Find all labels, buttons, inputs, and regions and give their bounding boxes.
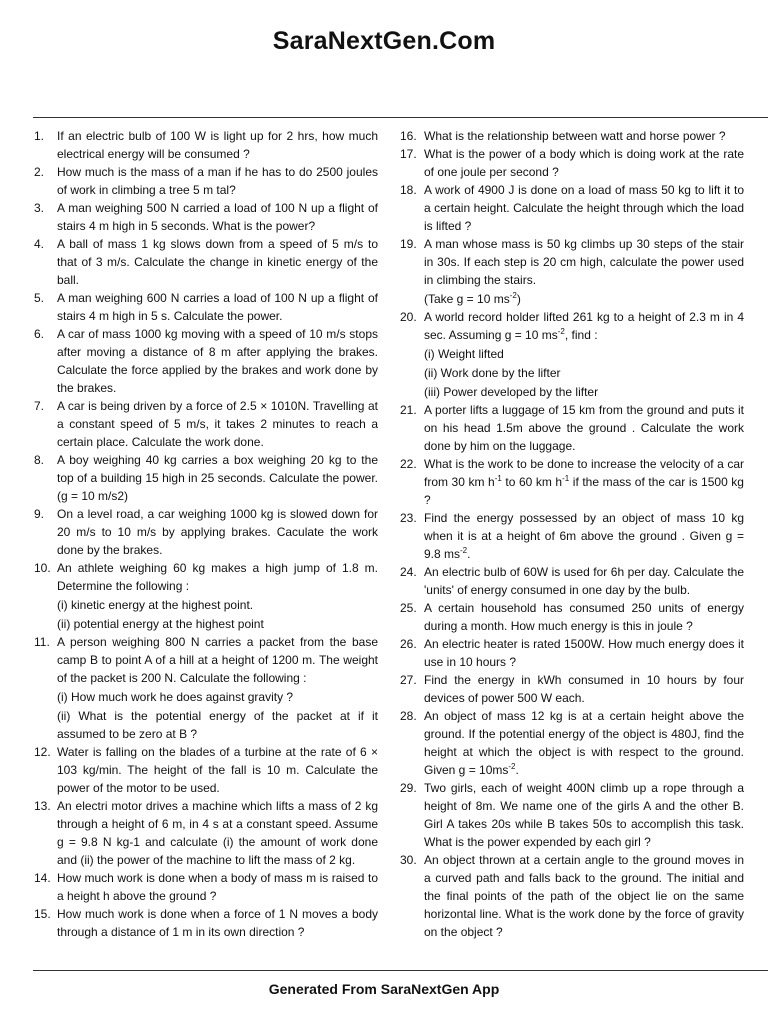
question-number: 6. — [34, 327, 45, 341]
question-body: What is the power of a body which is doing work at the rate of one joule per second ? — [424, 147, 744, 179]
question-item — [24, 869, 378, 905]
question-note — [424, 290, 744, 308]
question-body: How much is the mass of a man if he has to do 2500 joules of work in climbing a tree 5 m tal? — [57, 165, 378, 197]
question-body: If an electric bulb of 100 W is light up for 2 hrs, how much electrical energy will be consumed ? — [57, 129, 378, 161]
question-item — [24, 451, 378, 505]
question-text — [57, 905, 378, 941]
question-text — [57, 869, 378, 905]
question-body: if the mass of the car is 1500 kg ? — [424, 475, 744, 507]
question-body: to 60 km h — [501, 475, 563, 489]
sub-question: (ii) potential energy at the highest point — [57, 617, 264, 631]
question-column-left — [24, 127, 378, 941]
question-text — [424, 181, 744, 235]
question-text — [57, 743, 378, 797]
question-item — [394, 127, 744, 145]
question-number: 22. — [400, 457, 417, 471]
question-text — [424, 145, 744, 181]
question-text — [57, 199, 378, 235]
top-divider — [33, 117, 768, 118]
question-body: A world record holder lifted 261 kg to a height of 2.3 m in 4 sec. Assuming g = 10 ms — [424, 310, 744, 342]
question-item — [394, 308, 744, 401]
question-number: 28. — [400, 709, 417, 723]
question-item — [394, 599, 744, 635]
question-body: How much work is done when a body of mass m is raised to a height h above the ground ? — [57, 871, 378, 903]
question-number: 26. — [400, 637, 417, 651]
question-text — [57, 235, 378, 289]
question-number: 13. — [34, 799, 51, 813]
sub-question: (i) How much work he does against gravity ? — [57, 690, 294, 704]
question-list-right — [394, 127, 744, 941]
question-item — [24, 163, 378, 199]
question-number: 5. — [34, 291, 45, 305]
question-body: An athlete weighing 60 kg makes a high jump of 1.8 m. Determine the following : — [57, 561, 378, 593]
question-number: 1. — [34, 129, 45, 143]
question-item — [24, 505, 378, 559]
note-text: (Take g = 10 ms — [424, 292, 510, 306]
question-text — [57, 797, 378, 869]
question-body: , find : — [564, 328, 598, 342]
question-list-left — [24, 127, 378, 941]
question-text — [57, 559, 378, 633]
question-text — [424, 563, 744, 599]
question-item — [24, 797, 378, 869]
superscript: -2 — [557, 327, 565, 336]
question-item — [24, 289, 378, 325]
question-text — [424, 635, 744, 671]
question-number: 21. — [400, 403, 417, 417]
question-body: What is the work to be done to increase the velocity of a car from 30 km h — [424, 457, 744, 489]
question-text — [424, 455, 744, 509]
question-number: 7. — [34, 399, 45, 413]
question-item — [394, 145, 744, 181]
question-item — [24, 905, 378, 941]
question-item — [24, 633, 378, 743]
question-body: . — [467, 547, 471, 561]
question-body: An electric heater is rated 1500W. How much energy does it use in 10 hours ? — [424, 637, 744, 669]
superscript: -2 — [508, 762, 516, 771]
question-number: 12. — [34, 745, 51, 759]
question-number: 3. — [34, 201, 45, 215]
question-item — [394, 455, 744, 509]
note-text: ) — [516, 292, 521, 306]
superscript: -2 — [509, 291, 517, 300]
bottom-divider — [33, 970, 768, 971]
question-body: A person weighing 800 N carries a packet from the base camp B to point A of a hill at a height of 1200 m. The weight of the packet is 200 N. Calculate the following : — [57, 635, 378, 685]
question-body: An object thrown at a certain angle to the ground moves in a curved path and falls back to the ground. The initial and the final points of the path of the object lie on the same horizontal line. What is the work done by the force of gravity on the object ? — [424, 853, 744, 939]
question-item — [394, 707, 744, 779]
question-number: 23. — [400, 511, 417, 525]
question-body: Find the energy in kWh consumed in 10 hours by four devices of power 500 W each. — [424, 673, 744, 705]
question-number: 30. — [400, 853, 417, 867]
footer-text: Generated From SaraNextGen App — [268, 981, 500, 997]
question-number: 11. — [34, 635, 50, 649]
question-text — [424, 509, 744, 563]
question-text — [57, 633, 378, 743]
question-column-right — [394, 127, 744, 941]
question-number: 8. — [34, 453, 45, 467]
question-item — [24, 235, 378, 289]
question-number: 19. — [400, 237, 417, 251]
question-body: A man weighing 500 N carried a load of 100 N up a flight of stairs 4 m high in 5 seconds. What is the power? — [57, 201, 378, 233]
question-item — [24, 397, 378, 451]
superscript: -1 — [494, 474, 502, 483]
question-body: An electri motor drives a machine which lifts a mass of 2 kg through a height of 6 m, in 4 s at a constant speed. Assume g = 9.8 N kg-1 and calculate (i) the amount of work done and (ii) the power of the machine to lift the mass of 2 kg. — [57, 799, 378, 867]
sub-question: (i) kinetic energy at the highest point. — [57, 598, 254, 612]
question-body: A ball of mass 1 kg slows down from a speed of 5 m/s to that of 3 m/s. Calculate the change in kinetic energy of the ball. — [57, 237, 378, 287]
question-item — [394, 851, 744, 941]
question-number: 10. — [34, 561, 51, 575]
question-text — [57, 397, 378, 451]
question-item — [394, 181, 744, 235]
question-body: A boy weighing 40 kg carries a box weighing 20 kg to the top of a building 15 high in 25 seconds. Calculate the power. (g = 10 m/s2) — [57, 453, 378, 503]
question-text — [424, 235, 744, 308]
question-text — [424, 707, 744, 779]
question-body: A man weighing 600 N carries a load of 100 N up a flight of stairs 4 m high in 5 s. Calculate the power. — [57, 291, 378, 323]
question-body: A car is being driven by a force of 2.5 × 1010N. Travelling at a constant speed of 5 m/s, it takes 2 minutes to reach a certain place. Calculate the work done. — [57, 399, 378, 449]
site-title: SaraNextGen.Com — [272, 27, 496, 55]
question-text — [57, 451, 378, 505]
question-text — [57, 127, 378, 163]
question-item — [394, 635, 744, 671]
question-text — [424, 308, 744, 401]
question-text — [57, 163, 378, 199]
question-number: 25. — [400, 601, 417, 615]
sub-question: (ii) Work done by the lifter — [424, 366, 561, 380]
superscript: -1 — [562, 474, 570, 483]
question-body: . — [515, 763, 519, 777]
question-text — [424, 671, 744, 707]
sub-question: (iii) Power developed by the lifter — [424, 385, 599, 399]
question-item — [394, 509, 744, 563]
question-number: 9. — [34, 507, 45, 521]
question-body: A work of 4900 J is done on a load of mass 50 kg to lift it to a certain height. Calculate the height through which the load is lifted ? — [424, 183, 744, 233]
question-body: An object of mass 12 kg is at a certain height above the ground. If the potential energy of the object is 480J, find the height at which the object is with respect to the ground. Given g = 10ms — [424, 709, 744, 777]
question-text — [424, 779, 744, 851]
question-text — [424, 599, 744, 635]
question-body: A man whose mass is 50 kg climbs up 30 steps of the stair in 30s. If each step is 20 cm high, calculate the power used in climbing the stairs. — [424, 237, 744, 287]
question-number: 14. — [34, 871, 51, 885]
question-text — [57, 289, 378, 325]
question-item — [24, 743, 378, 797]
question-number: 18. — [400, 183, 417, 197]
question-item — [394, 235, 744, 308]
question-body: How much work is done when a force of 1 N moves a body through a distance of 1 m in its own direction ? — [57, 907, 378, 939]
question-item — [394, 401, 744, 455]
question-text — [424, 127, 744, 145]
question-body: Two girls, each of weight 400N climb up a rope through a height of 8m. We name one of the girls A and the other B. Girl A takes 20s while B takes 50s to accomplish this task. What is the power expended by each girl ? — [424, 781, 744, 849]
sub-question: (i) Weight lifted — [424, 347, 504, 361]
sub-question: (ii) What is the potential energy of the packet at if it assumed to be zero at B ? — [57, 709, 378, 741]
question-body: On a level road, a car weighing 1000 kg is slowed down for 20 m/s to 10 m/s by applying brakes. Caculate the work done by the brakes. — [57, 507, 378, 557]
question-number: 29. — [400, 781, 417, 795]
question-number: 15. — [34, 907, 51, 921]
question-number: 27. — [400, 673, 417, 687]
question-body: A certain household has consumed 250 units of energy during a month. How much energy is this in joule ? — [424, 601, 744, 633]
question-item — [24, 127, 378, 163]
question-text — [57, 505, 378, 559]
question-body: A porter lifts a luggage of 15 km from the ground and puts it on his head 1.5m above the ground . Calculate the work done by him on the luggage. — [424, 403, 744, 453]
question-item — [24, 199, 378, 235]
question-number: 2. — [34, 165, 45, 179]
question-body: A car of mass 1000 kg moving with a speed of 10 m/s stops after moving a distance of 8 m after applying the brakes. Calculate the force applied by the brakes and work done by the brakes. — [57, 327, 378, 395]
question-body: An electric bulb of 60W is used for 6h per day. Calculate the 'units' of energy consumed in one day by the bulb. — [424, 565, 744, 597]
question-body: Find the energy possessed by an object of mass 10 kg when it is at a height of 6m above the ground . Given g = 9.8 ms — [424, 511, 744, 561]
question-body: Water is falling on the blades of a turbine at the rate of 6 × 103 kg/min. The height of the fall is 10 m. Calculate the power of the motor to be used. — [57, 745, 378, 795]
question-item — [24, 559, 378, 633]
question-number: 4. — [34, 237, 45, 251]
question-text — [57, 325, 378, 397]
question-body: What is the relationship between watt and horse power ? — [424, 129, 726, 143]
superscript: -2 — [460, 546, 468, 555]
question-item — [394, 779, 744, 851]
question-item — [394, 563, 744, 599]
question-number: 17. — [400, 147, 417, 161]
question-text — [424, 401, 744, 455]
question-number: 20. — [400, 310, 417, 324]
question-number: 16. — [400, 129, 417, 143]
question-text — [424, 851, 744, 941]
question-item — [394, 671, 744, 707]
question-number: 24. — [400, 565, 417, 579]
question-item — [24, 325, 378, 397]
